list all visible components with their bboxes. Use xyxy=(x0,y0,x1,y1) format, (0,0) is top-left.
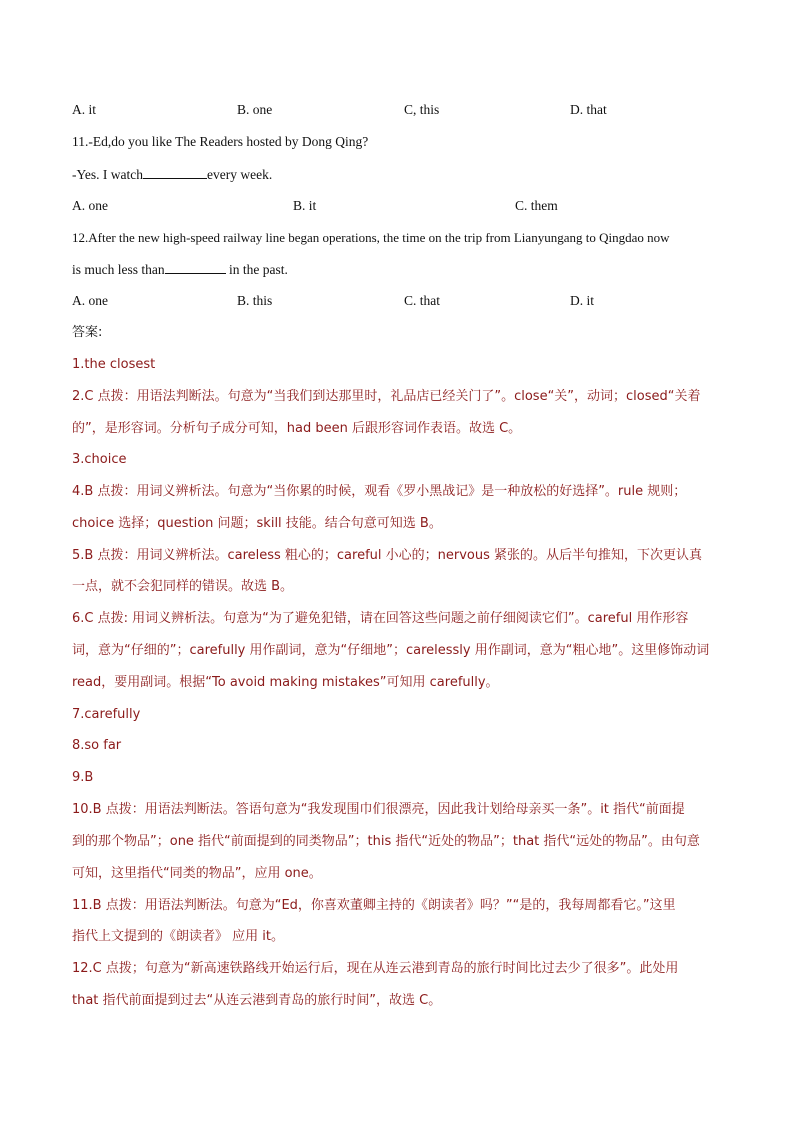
answer-line: 8.so far xyxy=(72,738,122,753)
q12-stem-after: in the past. xyxy=(225,262,288,277)
q10-option-d: D. that xyxy=(570,102,607,117)
q12-stem-before: is much less than xyxy=(72,262,165,277)
q12-blank xyxy=(165,260,226,274)
q12-stem-line1: 12.After the new high-speed railway line began operations, the time on the trip from Lianyungang to Qingdao now xyxy=(72,230,670,245)
answer-line: 11.B 点拨：用语法判断法。句意为“Ed，你喜欢董卿主持的《朗读者》吗？”“是的，我每周都看它。”这里 xyxy=(72,898,676,913)
q11-reply xyxy=(72,165,272,184)
answer-line: read，要用副词。根据“To avoid making mistakes”可知用 carefully。 xyxy=(72,675,499,690)
answer-line: 6.C 点拨: 用词义辨析法。句意为“为了避免犯错，请在回答这些问题之前仔细阅读它们”。careful 用作形容 xyxy=(72,611,689,626)
answer-line: that 指代前面提到过去“从连云港到青岛的旅行时间”，故选 C。 xyxy=(72,993,442,1008)
answer-line: 12.C 点拨；句意为“新高速铁路线开始运行后，现在从连云港到青岛的旅行时间比过去少了很多”。此处用 xyxy=(72,961,679,976)
q12-option-a: A. one xyxy=(72,293,108,308)
answer-line: 5.B 点拨：用词义辨析法。careless 粗心的；careful 小心的；nervous 紧张的。从后半句推知，下次更认真 xyxy=(72,548,703,563)
q12-stem-line2 xyxy=(72,260,288,279)
q11-option-b: B. it xyxy=(293,198,317,213)
answer-line: 指代上文提到的《朗读者》 应用 it。 xyxy=(72,929,284,944)
q11-reply-after: every week. xyxy=(207,167,273,182)
q10-option-b: B. one xyxy=(237,102,273,117)
answer-line: 9.B xyxy=(72,770,94,785)
answer-line: 3.choice xyxy=(72,452,127,467)
answer-line: 2.C 点拨：用语法判断法。句意为“当我们到达那里时，礼品店已经关门了”。close“关”，动词；closed“关着 xyxy=(72,389,701,404)
answer-line: choice 选择；question 问题；skill 技能。结合句意可知选 B。 xyxy=(72,516,442,531)
answer-line: 的”，是形容词。分析句子成分可知，had been 后跟形容词作表语。故选 C。 xyxy=(72,421,522,436)
answer-line: 10.B 点拨：用语法判断法。答语句意为“我发现围巾们很漂亮，因此我计划给母亲买一条”。it 指代“前面提 xyxy=(72,802,685,817)
q12-option-d: D. it xyxy=(570,293,595,308)
q10-option-c: C, this xyxy=(404,102,440,117)
q10-option-a: A. it xyxy=(72,102,97,117)
q11-option-a: A. one xyxy=(72,198,108,213)
q11-reply-before: -Yes. I watch xyxy=(72,167,143,182)
q12-option-b: B. this xyxy=(237,293,273,308)
q11-stem: 11.-Ed,do you like The Readers hosted by Dong Qing? xyxy=(72,134,369,149)
answer-line: 词，意为“仔细的”；carefully 用作副词，意为“仔细地”；carelessly 用作副词，意为“粗心地”。这里修饰动词 xyxy=(72,643,710,658)
answer-line: 一点，就不会犯同样的错误。故选 B。 xyxy=(72,579,294,594)
q12-option-c: C. that xyxy=(404,293,440,308)
answer-line: 7.carefully xyxy=(72,707,141,722)
q11-option-c: C. them xyxy=(515,198,558,213)
answer-line: 4.B 点拨：用词义辨析法。句意为“当你累的时候，观看《罗小黑战记》是一种放松的好选择”。rule 规则； xyxy=(72,484,687,499)
answer-line: 1.the closest xyxy=(72,357,156,372)
q11-blank xyxy=(143,165,207,179)
answer-line: 到的那个物品”；one 指代“前面提到的同类物品”；this 指代“近处的物品”；that 指代“远处的物品”。由句意 xyxy=(72,834,700,849)
answers-heading: 答案: xyxy=(72,325,103,340)
answer-line: 可知，这里指代“同类的物品”，应用 one。 xyxy=(72,866,322,881)
